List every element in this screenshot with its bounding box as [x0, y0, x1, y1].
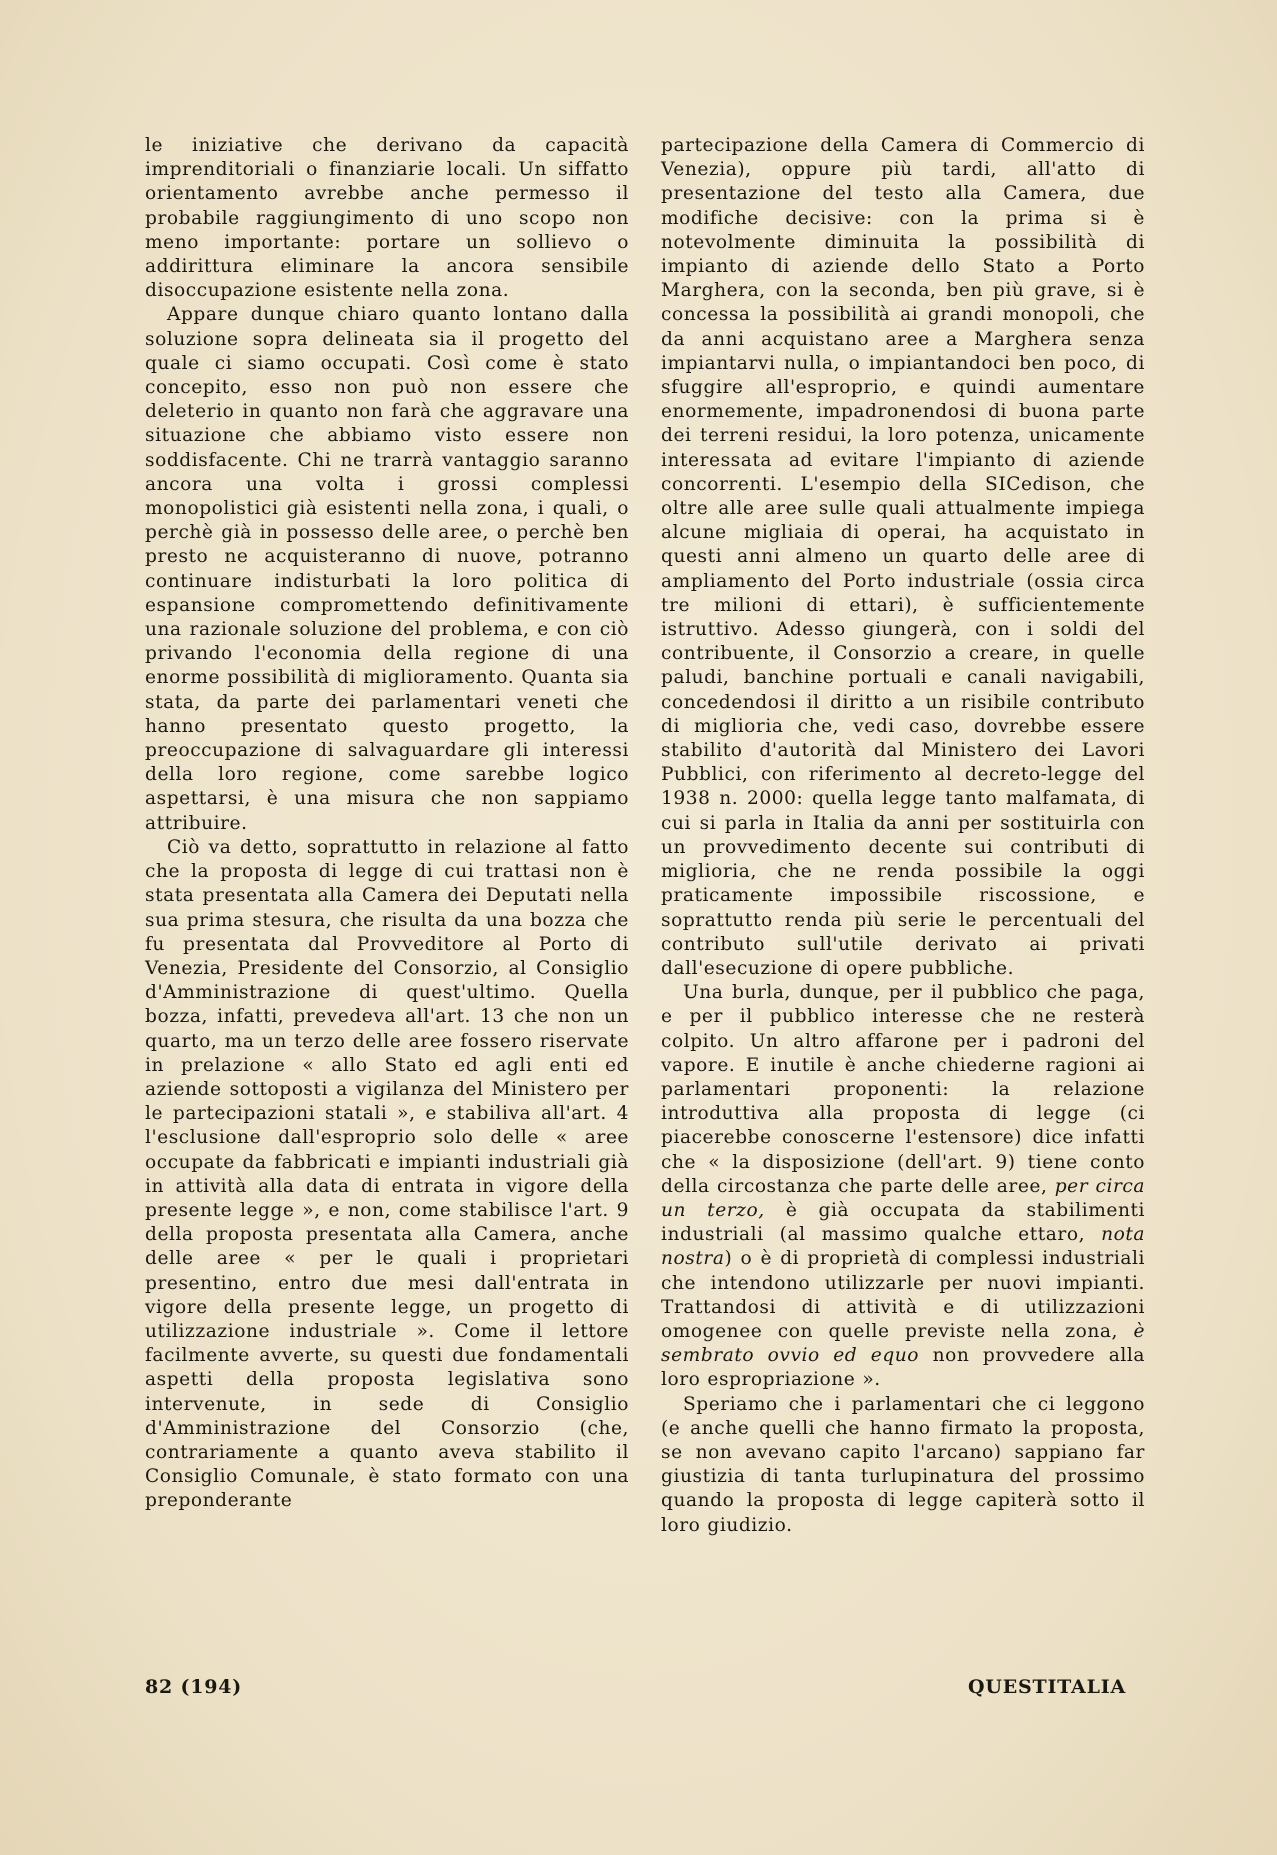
left-paragraph-2: Appare dunque chiaro quanto lontano dalla soluzione sopra delineata sia il progetto del quale ci siamo occupati. Così come è stato concepito, esso non può non essere che deleterio in quanto non farà che aggravare una situazione che abbiamo visto essere non soddisfacente. Chi ne trarrà vantaggio saranno ancora una volta i grossi complessi monopolistici già esistenti nella zona, i quali, o perchè già in possesso delle aree, o perchè ben presto ne acquisteranno di nuove, potranno continuare indisturbati la loro politica di espansione compromettendo definitivamente una razionale soluzione del problema, e con ciò privando l'economia della regione di una enorme possibilità di miglioramento. Quanta sia stata, da parte dei parlamentari veneti che hanno presentato questo progetto, la preoccupazione di salvaguardare gli interessi della loro regione, come sarebbe logico aspettarsi, è una misura che non sappiamo attribuire. [145, 304, 629, 834]
right-text-column [661, 134, 1145, 1538]
right-paragraph-1 [661, 134, 1145, 981]
right-paragraph-2 [661, 981, 1145, 1392]
right-paragraph-2-segment-3: è già occupata da stabilimenti industriali (al massimo qualche ettaro, [661, 1199, 1145, 1246]
right-paragraph-3 [661, 1393, 1145, 1538]
right-paragraph-1-segment-1: partecipazione della Camera di Commercio di Venezia), oppure più tardi, all'atto di presentazione del testo alla Camera, due modifiche decisive: con la prima si è notevolmente diminuita la possibilità di impianto di aziende dello Stato a Porto Marghera, con la seconda, ben più grave, si è concessa la possibilità ai grandi monopoli, che da anni acquistano aree a Marghera senza impiantarvi nulla, o impiantandoci ben poco, di sfuggire all'esproprio, e quindi aumentare enormemente, impadronendosi di buona parte dei terreni residui, la loro potenza, unicamente interessata ad evitare l'impianto di aziende concorrenti. L'esempio della SICedison, che oltre alle aree sulle quali attualmente impiega alcune migliaia di operai, ha acquistato in questi anni almeno un quarto delle aree di ampliamento del Porto industriale (ossia circa tre milioni di ettari), è sufficientemente istruttivo. Adesso giungerà, con i soldi del contribuente, il Consorzio a creare, in quelle paludi, banchine portuali e canali navigabili, concedendosi il diritto a un risibile contributo di miglioria che, vedi caso, dovrebbe essere stabilito d'autorità dal Ministero dei Lavori Pubblici, con riferimento al decreto-legge del 1938 n. 2000: quella legge tanto malfamata, di cui si parla in Italia da anni per sostituirla con un provvedimento decente sui contributi di miglioria, che ne renda possibile la oggi praticamente impossibile riscossione, e soprattutto renda più serie le percentuali del contributo sull'utile derivato ai privati dall'esecuzione di opere pubbliche. [661, 135, 1145, 979]
left-paragraph-1: le iniziative che derivano da capacità imprenditoriali o finanziarie locali. Un siffatto orientamento avrebbe anche permesso il probabile raggiungimento di uno scopo non meno importante: portare un sollievo o addirittura eliminare la ancora sensibile disoccupazione esistente nella zona. [145, 135, 629, 302]
left-paragraph-3: Ciò va detto, soprattutto in relazione al fatto che la proposta di legge di cui trattasi non è stata presentata alla Camera dei Deputati nella sua prima stesura, che risulta da una bozza che fu presentata dal Provveditore al Porto di Venezia, Presidente del Consorzio, al Consiglio d'Amministrazione di quest'ultimo. Quella bozza, infatti, prevedeva all'art. 13 che non un quarto, ma un terzo delle aree fossero riservate in prelazione « allo Stato ed agli enti ed aziende sottoposti a vigilanza del Ministero per le partecipazioni statali », e stabiliva all'art. 4 l'esclusione dall'esproprio solo delle « aree occupate da fabbricati e impianti industriali già in attività alla data di entrata in vigore della presente legge », e non, come stabilisce l'art. 9 della proposta presentata alla Camera, anche delle aree « per le quali i proprietari presentino, entro due mesi dall'entrata in vigore della presente legge, un progetto di utilizzazione industriale ». Come il lettore facilmente avverte, su questi due fondamentali aspetti della proposta legislativa sono intervenute, in sede di Consiglio d'Amministrazione del Consorzio (che, contrariamente a quanto aveva stabilito il Consiglio Comunale, è stato formato con una preponderante [145, 836, 629, 1512]
page-number: 82 (194) [145, 1676, 243, 1698]
right-paragraph-2-segment-1: Una burla, dunque, per il pubblico che paga, e per il pubblico interesse che ne resterà colpito. Un altro affarone per i padroni del vapore. E inutile è anche chiederne ragioni ai parlamentari proponenti: la relazione introduttiva alla proposta di legge (ci piacerebbe conoscerne l'estensore) dice infatti che « la disposizione (dell'art. 9) tiene conto della circostanza che parte delle aree, [661, 982, 1145, 1197]
right-paragraph-3-segment-1: Speriamo che i parlamentari che ci leggono (e anche quelli che hanno firmato la proposta, se non avevano capito l'arcano) sappiano far giustizia di tanta turlupinatura del prossimo quando la proposta di legge capiterà sotto il loro giudizio. [661, 1393, 1145, 1536]
left-text-column [145, 134, 629, 1514]
right-paragraph-2-segment-7: non provvedere alla loro espropriazione ». [661, 1345, 1145, 1391]
right-paragraph-2-italic-3: è sembrato ovvio ed equo [661, 1320, 1145, 1367]
publication-name: QUESTITALIA [968, 1676, 1126, 1698]
right-paragraph-2-italic-1: per circa un terzo, [661, 1175, 1145, 1221]
right-paragraph-2-segment-5: ) o è di proprietà di complessi industriali che intendono utilizzarle per nuovi impianti. Trattandosi di attività e di utilizzazioni omogenee con quelle previste nella zona, [661, 1248, 1145, 1342]
right-paragraph-2-italic-2: nota nostra [661, 1224, 1145, 1270]
